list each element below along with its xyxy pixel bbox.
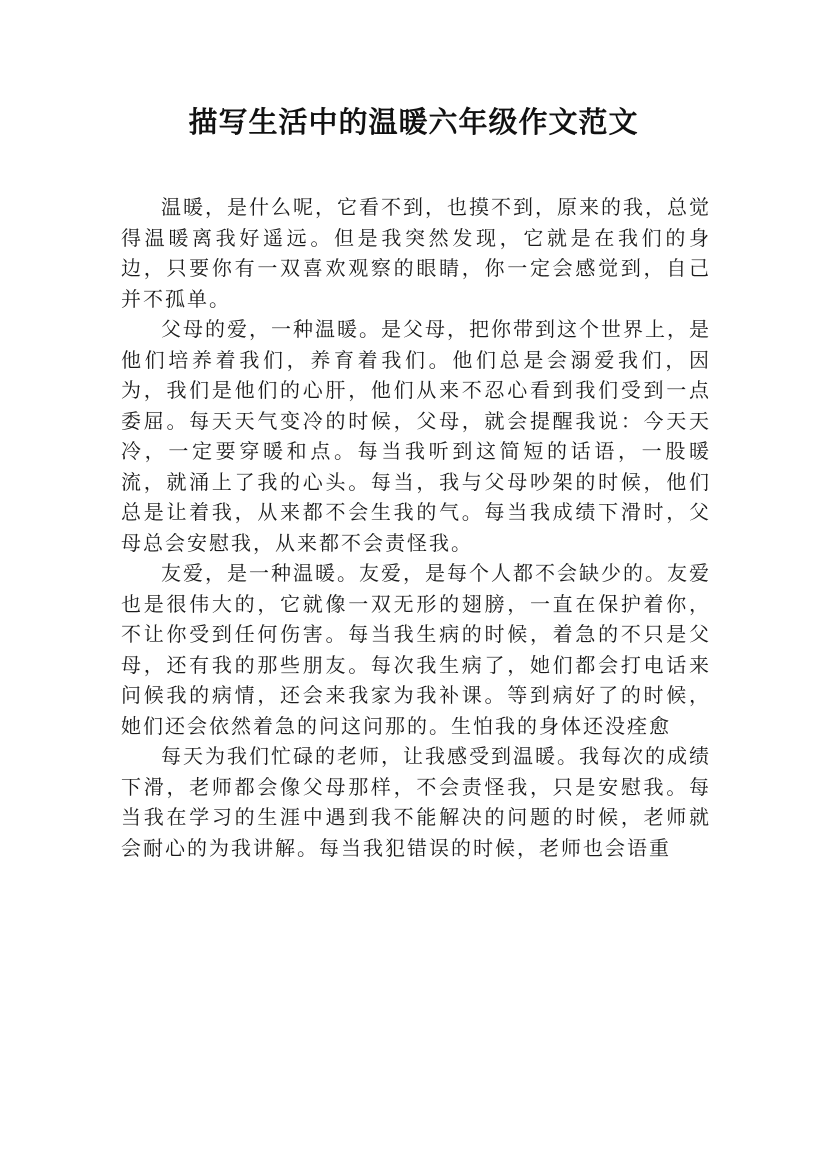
paragraph-2: 父母的爱，一种温暖。是父母，把你带到这个世界上，是他们培养着我们，养育着我们。他们总是会溺爱我们，因为，我们是他们的心肝，他们从来不忍心看到我们受到一点委屈。每天天气变冷的时候，父母，就会提醒我说：今天天冷，一定要穿暖和点。每当我听到这简短的话语，一股暖流，就涌上了我的心头。每当，我与父母吵架的时候，他们总是让着我，从来都不会生我的气。每当我成绩下滑时，父母总会安慰我，从来都不会责怪我。 [121, 317, 711, 555]
document-body [121, 192, 711, 863]
paragraph-4: 每天为我们忙碌的老师，让我感受到温暖。我每次的成绩下滑，老师都会像父母那样，不会责怪我，只是安慰我。每当我在学习的生涯中遇到我不能解决的问题的时候，老师就会耐心的为我讲解。每当我犯错误的时候，老师也会语重 [121, 744, 711, 860]
document-title: 描写生活中的温暖六年级作文范文 [188, 105, 639, 139]
paragraph-3: 友爱，是一种温暖。友爱，是每个人都不会缺少的。友爱也是很伟大的，它就像一双无形的翅膀，一直在保护着你，不让你受到任何伤害。每当我生病的时候，着急的不只是父母，还有我的那些朋友。每次我生病了，她们都会打电话来问候我的病情，还会来我家为我补课。等到病好了的时候，她们还会依然着急的问这问那的。生怕我的身体还没痊愈 [121, 561, 711, 738]
paragraph-1: 温暖，是什么呢，它看不到，也摸不到，原来的我，总觉得温暖离我好遥远。但是我突然发现，它就是在我们的身边，只要你有一双喜欢观察的眼睛，你一定会感觉到，自己并不孤单。 [121, 195, 711, 311]
